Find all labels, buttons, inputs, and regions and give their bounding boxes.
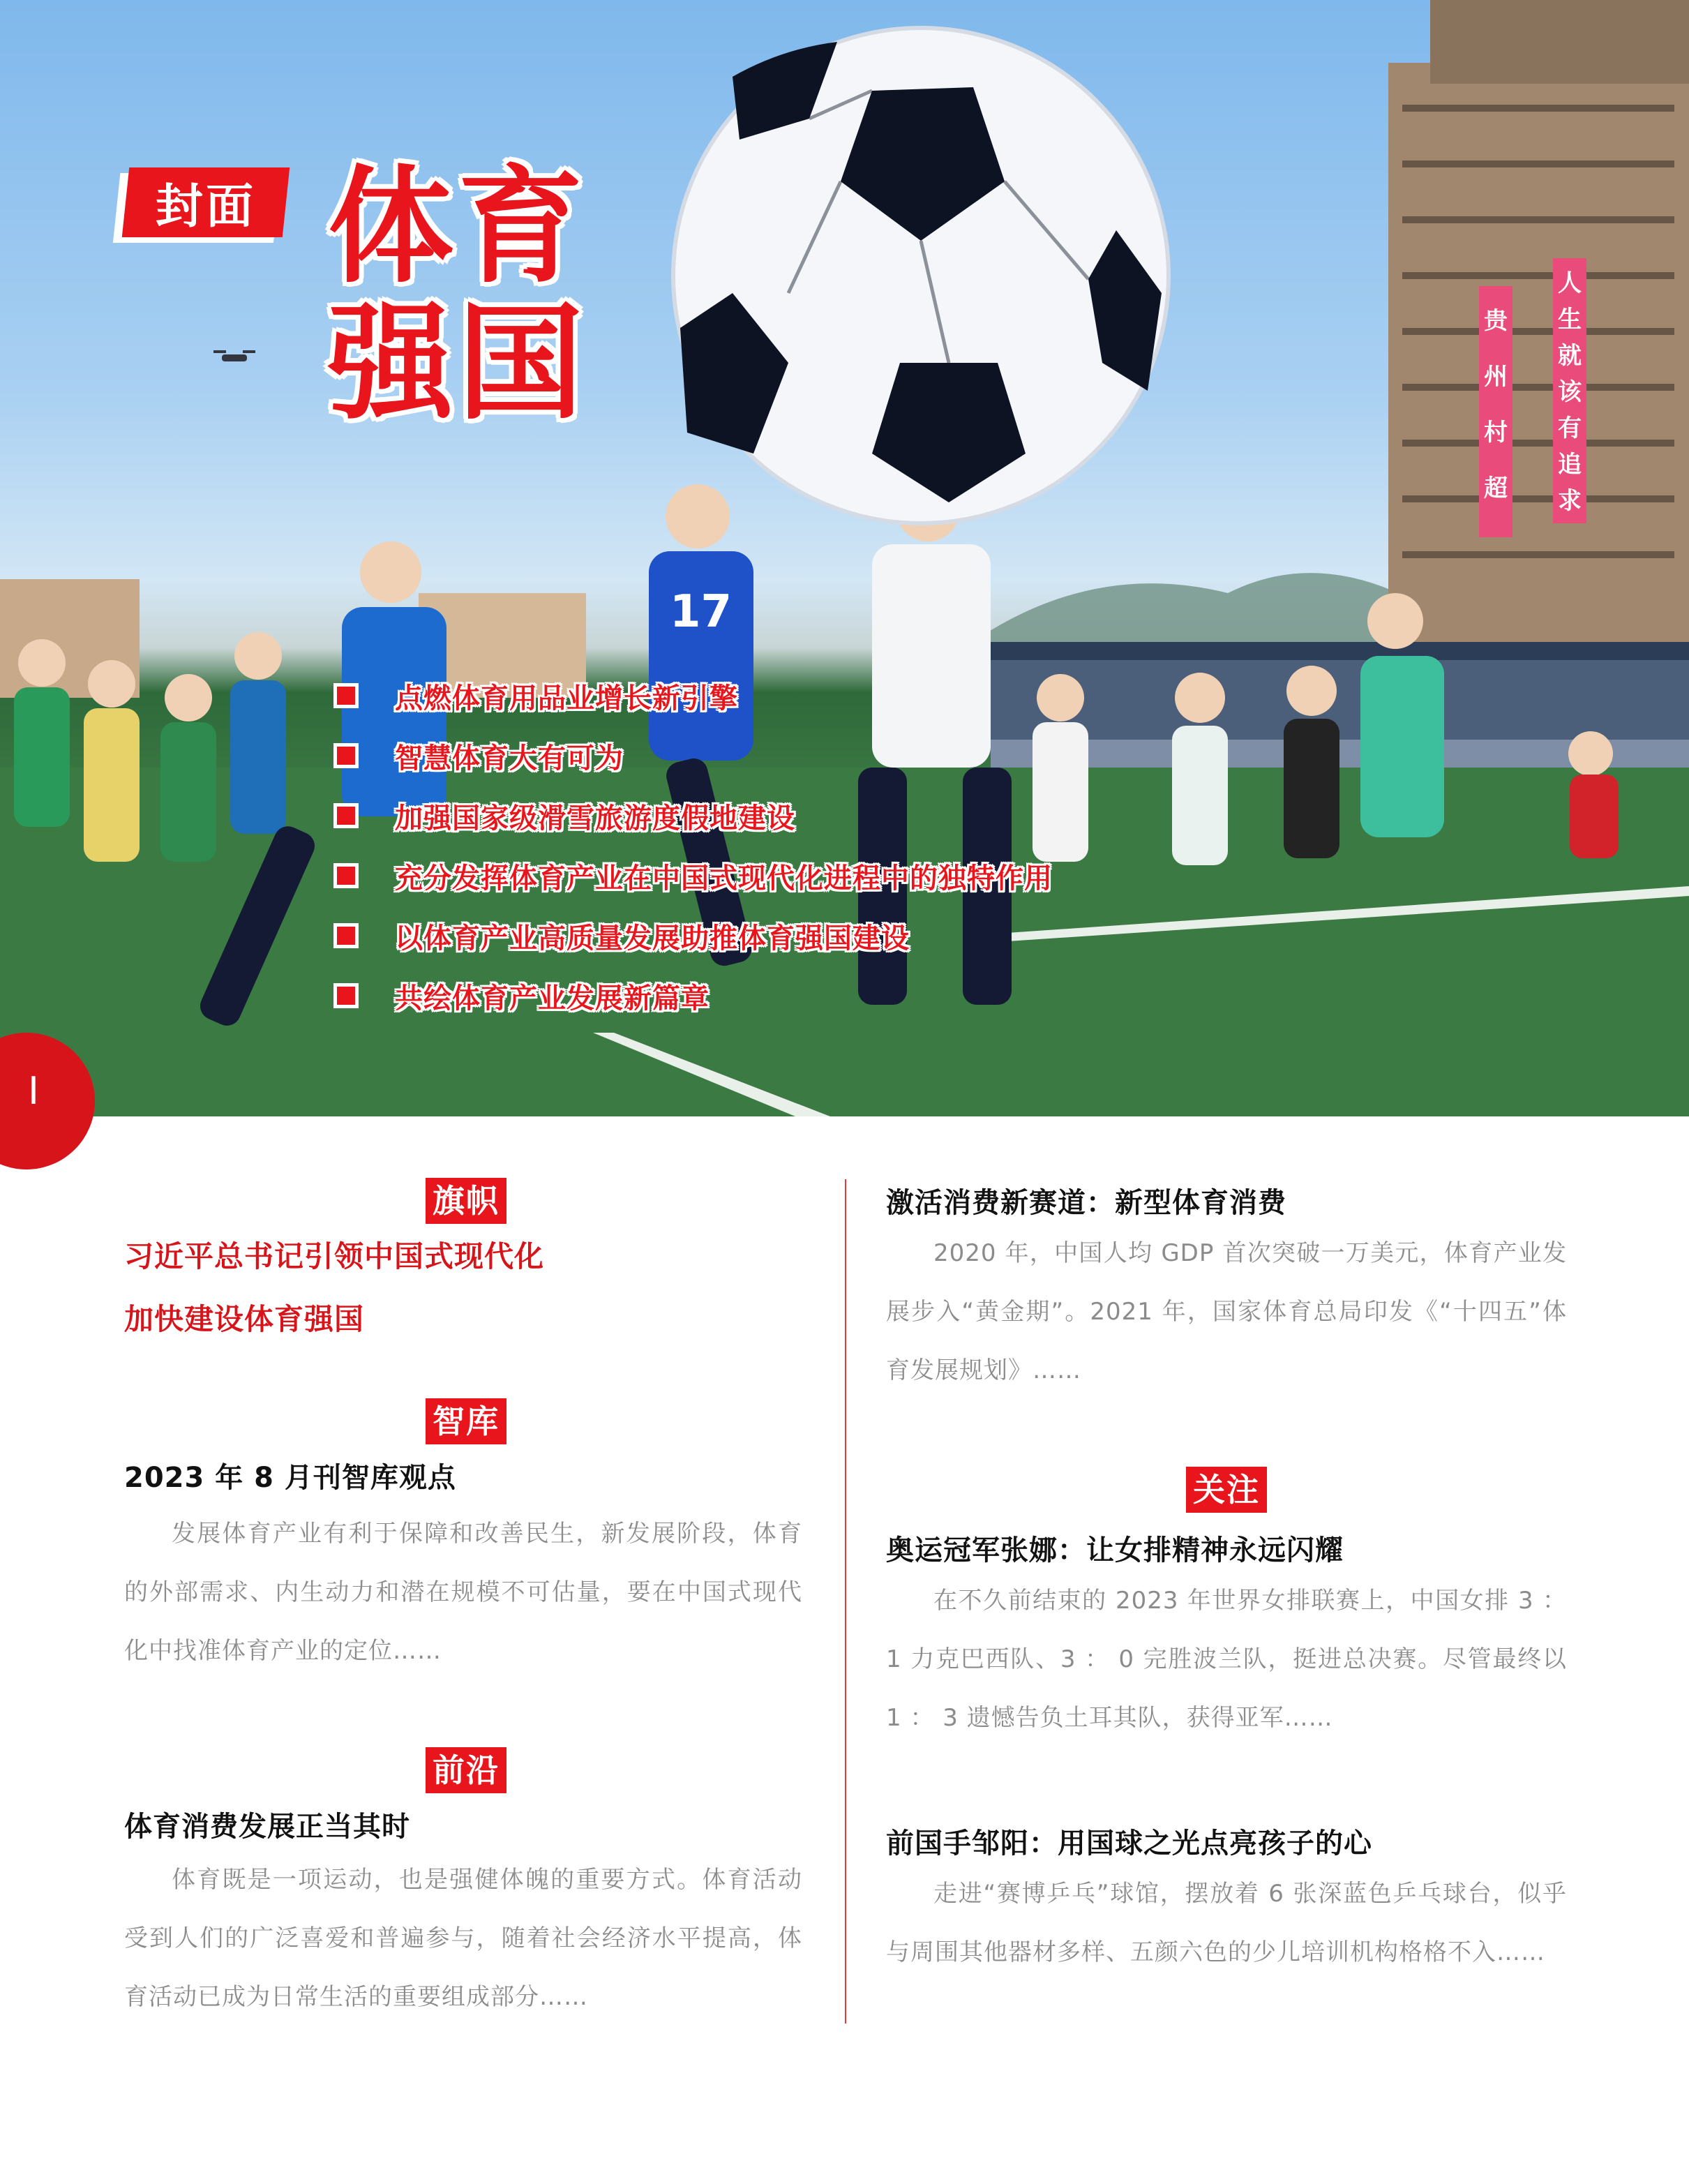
cover-topic-item[interactable]: 充分发挥体育产业在中国式现代化进程中的独特作用 — [333, 854, 1053, 897]
bullet-square-icon — [333, 803, 359, 828]
bullet-square-icon — [333, 743, 359, 768]
cover-topic-item[interactable]: 智慧体育大有可为 — [333, 734, 1053, 777]
bullet-square-icon — [333, 683, 359, 708]
article-body-frontier: 体育既是一项运动，也是强健体魄的重要方式。体育活动受到人们的广泛喜爱和普遍参与，随着社会经济水平提高，体育活动已成为日常生活的重要组成部分…… — [124, 1866, 802, 2011]
section-tag-focus: 关注 — [1186, 1467, 1267, 1513]
cover-topic-item[interactable]: 加强国家级滑雪旅游度假地建设 — [333, 794, 1053, 837]
banner-headline-line2: 加快建设体育强国 — [124, 1302, 365, 1336]
section-tag-frontier: 前沿 — [426, 1747, 506, 1793]
article-body-pingpong: 走进“赛博乒乓”球馆，摆放着 6 张深蓝色乒乓球台，似乎与周围其他器材多样、五颜六色的少儿培训机构格格不入…… — [886, 1880, 1567, 1966]
cover-topic-item[interactable]: 共绘体育产业发展新篇章 — [333, 974, 1053, 1017]
bullet-square-icon — [333, 983, 359, 1008]
drone-icon — [213, 350, 255, 361]
soccer-ball-illustration — [673, 28, 1169, 523]
article-title-volleyball[interactable]: 奥运冠军张娜：让女排精神永远闪耀 — [886, 1534, 1344, 1566]
cover-tag-label: 封面 — [155, 179, 256, 234]
cover-tag — [122, 167, 290, 237]
cover-topic-list — [333, 674, 1053, 1034]
section-tag-banner: 旗帜 — [426, 1178, 506, 1224]
banner-headline-line1: 习近平总书记引领中国式现代化 — [124, 1239, 545, 1273]
jersey-number: 17 — [670, 586, 733, 638]
section-tag-think-tank: 智库 — [426, 1398, 506, 1444]
cover-title-line1: 体育 — [328, 154, 588, 300]
article-body-consumption: 2020 年，中国人均 GDP 首次突破一万美元，体育产业发展步入“黄金期”。2021 年，国家体育总局印发《“十四五”体育发展规划》…… — [886, 1239, 1567, 1384]
bullet-square-icon — [333, 923, 359, 948]
article-title-consumption[interactable]: 激活消费新赛道：新型体育消费 — [886, 1187, 1286, 1219]
building-banner-1: 贵州村超 — [1484, 307, 1508, 502]
article-title-think-tank[interactable]: 2023 年 8 月刊智库观点 — [124, 1462, 456, 1494]
banner-headline[interactable] — [124, 1225, 794, 1351]
column-divider — [845, 1179, 846, 2024]
bullet-square-icon — [333, 863, 359, 888]
building-banner-2: 人生就该有追求 — [1558, 269, 1582, 515]
article-title-frontier[interactable]: 体育消费发展正当其时 — [124, 1811, 410, 1843]
cover-title — [328, 154, 621, 437]
page-number: I — [28, 1069, 39, 1113]
article-title-pingpong[interactable]: 前国手邹阳：用国球之光点亮孩子的心 — [886, 1827, 1372, 1860]
article-body-think-tank: 发展体育产业有利于保障和改善民生，新发展阶段，体育的外部需求、内生动力和潜在规模不可估量，要在中国式现代化中找准体育产业的定位…… — [124, 1520, 802, 1665]
cover-topic-item[interactable]: 以体育产业高质量发展助推体育强国建设 — [333, 914, 1053, 957]
cover-title-line2: 强国 — [328, 291, 588, 437]
cover-topic-item[interactable]: 点燃体育用品业增长新引擎 — [333, 674, 1053, 717]
article-body-volleyball: 在不久前结束的 2023 年世界女排联赛上，中国女排 3 ： 1 力克巴西队、3 ： 0 完胜波兰队，挺进总决赛。尽管最终以 1 ： 3 遗憾告负土耳其队，获得亚军…… — [886, 1587, 1567, 1732]
